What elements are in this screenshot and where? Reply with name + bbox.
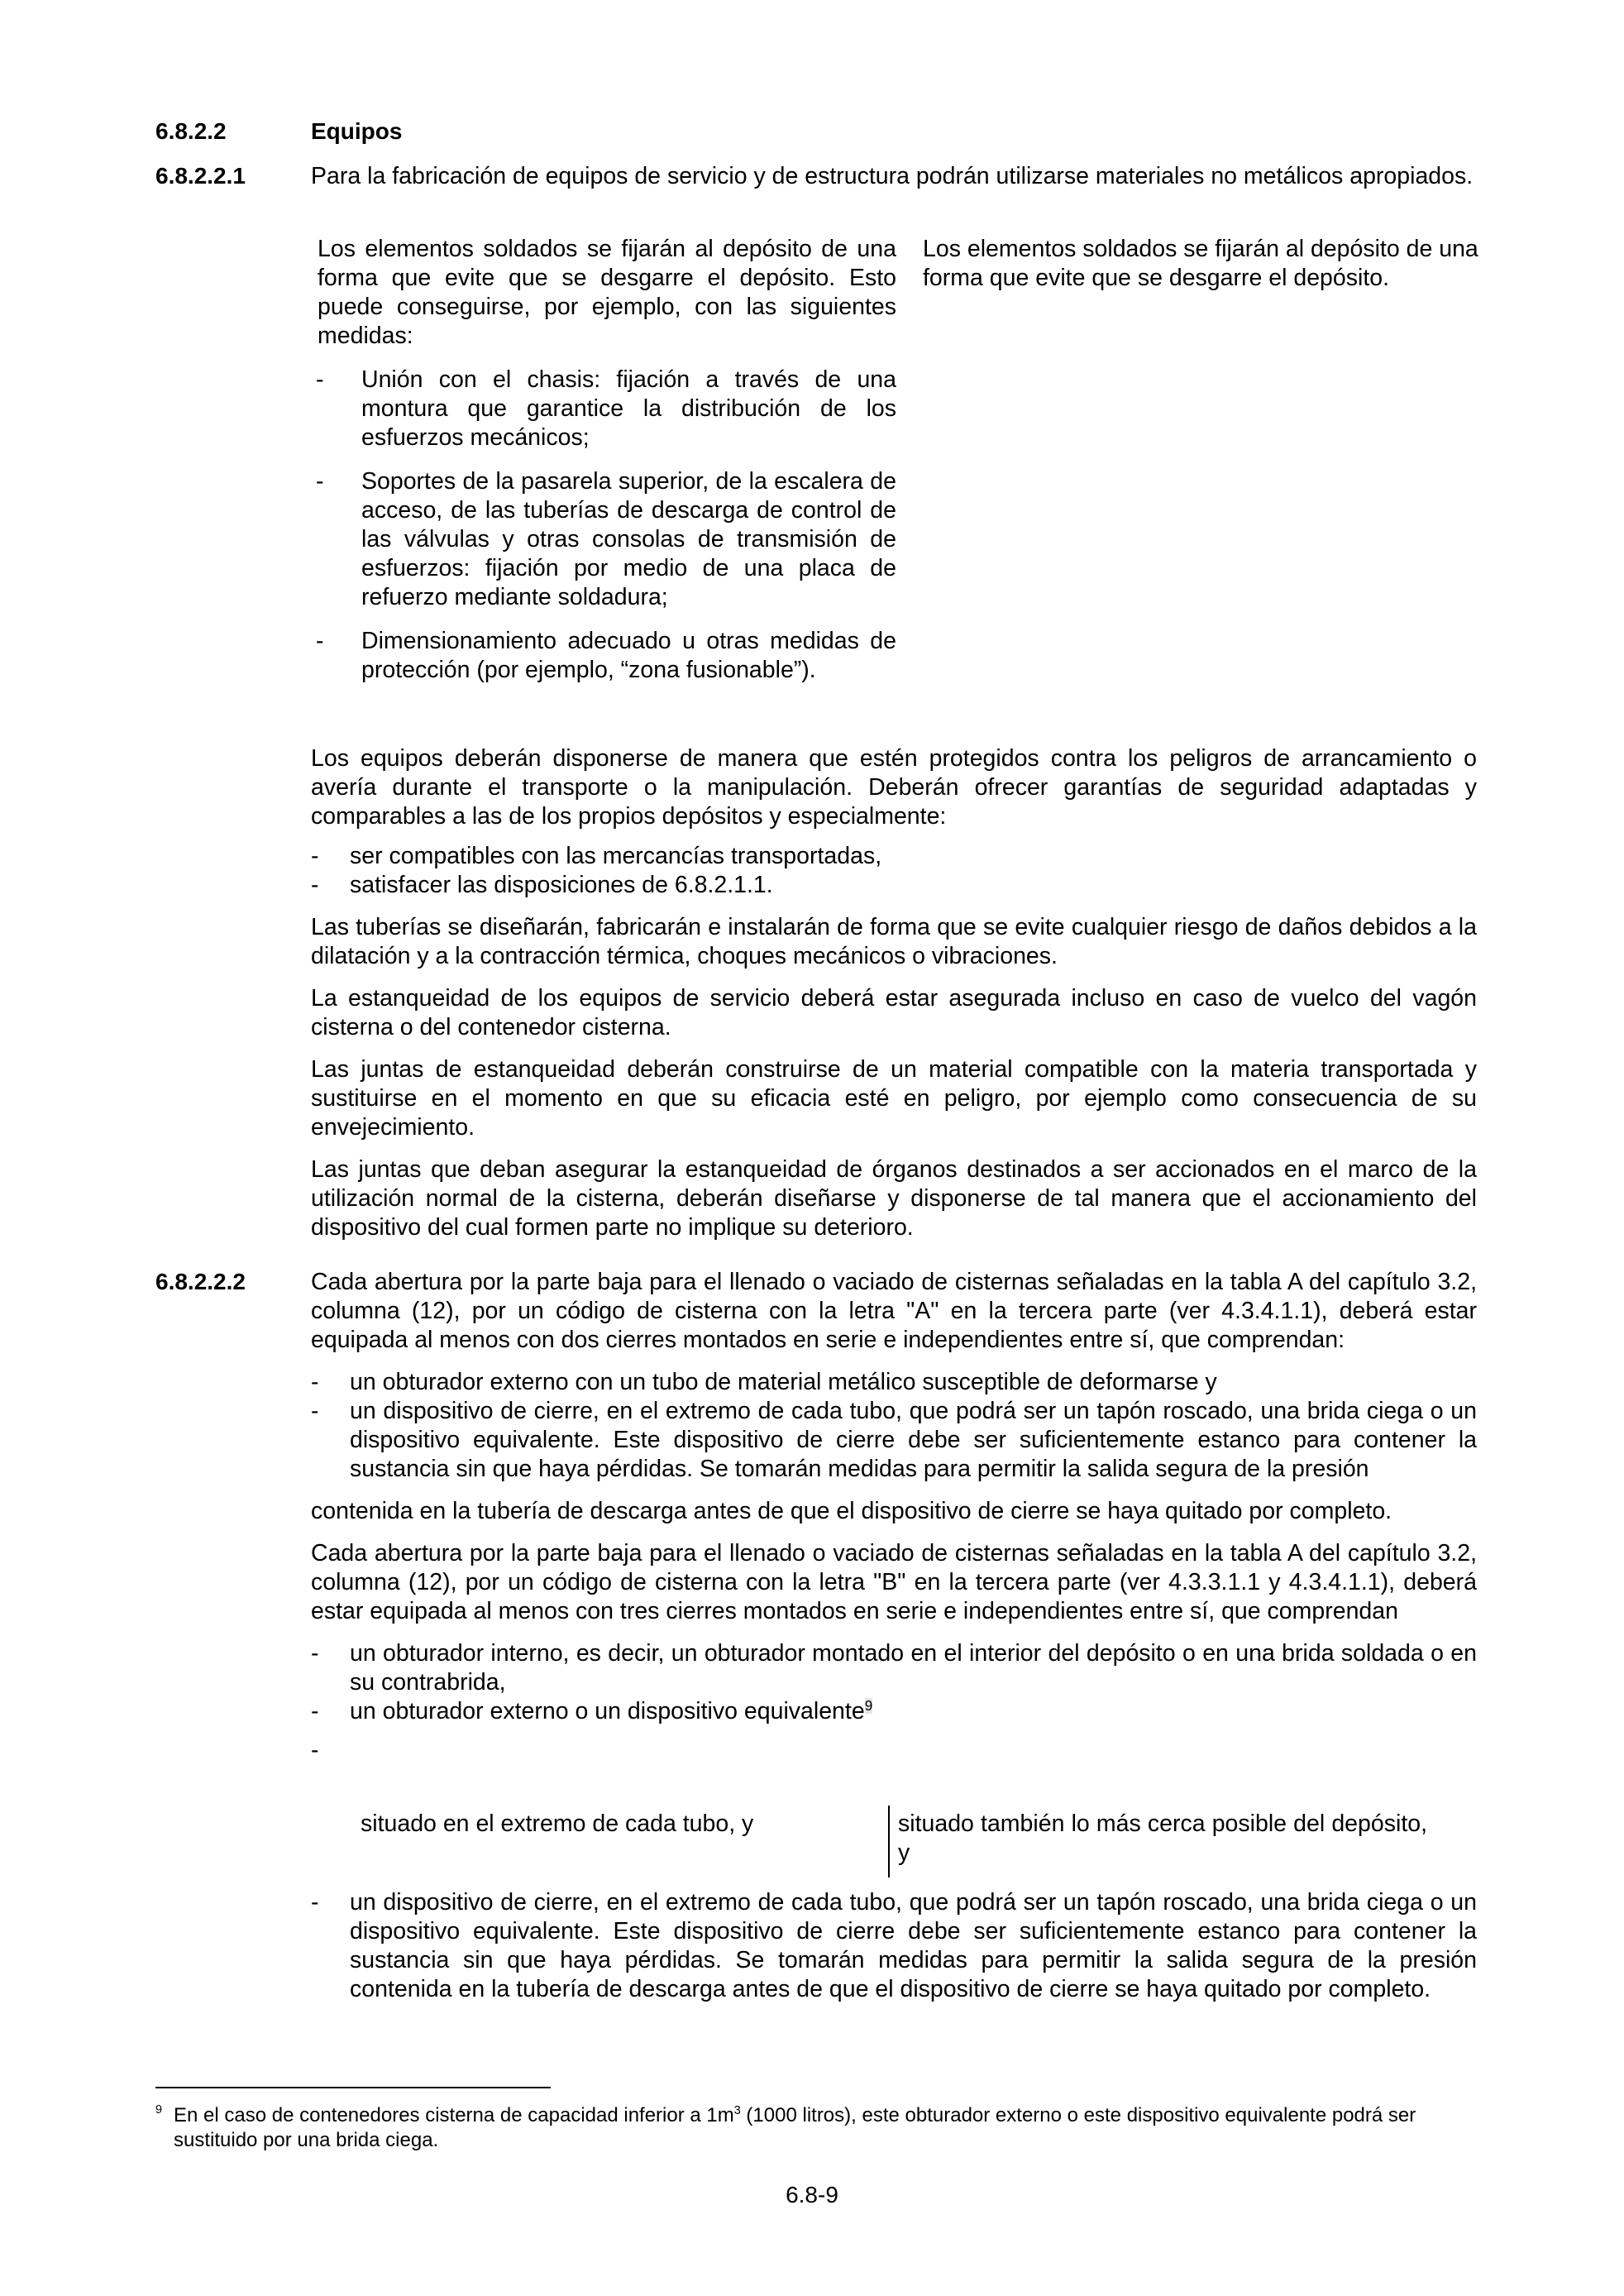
body-block-2	[311, 1268, 1477, 1765]
list-item: - un dispositivo de cierre, en el extremo de cada tubo, que podrá ser un tapón roscado, una brida ciega o un dispositivo equivalente. Este dispositivo de cierre debe ser suficientemente estanco para contener la sustancia sin que haya pérdidas. Se tomarán medidas para permitir la salida segura de la presión	[311, 1398, 1477, 1482]
list-item: - satisfacer las disposiciones de 6.8.2.1.1.	[311, 872, 773, 898]
paragraph: Las juntas de estanqueidad deberán construirse de un material compatible con la materia transportada y sustituirse en el momento en que su eficacia esté en peligro, por ejemplo como consecuencia de su envejecimiento.	[311, 1056, 1477, 1141]
bullet-list	[311, 1368, 1477, 1484]
list-item: - Dimensionamiento adecuado u otras medidas de protección (por ejemplo, “zona fusionable”).	[316, 628, 896, 683]
subsection-number-2: 6.8.2.2.2	[155, 1269, 246, 1294]
bullet-list	[311, 842, 1477, 900]
subsection-intro-1: Para la fabricación de equipos de servicio y de estructura podrán utilizarse materiales no metálicos apropiados.	[311, 163, 1474, 189]
list-item: - un dispositivo de cierre, en el extremo de cada tubo, que podrá ser un tapón roscado, una brida ciega o un dispositivo equivalente. Este dispositivo de cierre debe ser suficientemente estanco para contener la sustancia sin que haya pérdidas. Se tomarán medidas para permitir la salida segura de la presión contenida en la tubería de descarga antes de que el dispositivo de cierre se haya quitado por completo.	[311, 1889, 1477, 2002]
list-item: - un obturador interno, es decir, un obturador montado en el interior del depósito o en una brida soldada o en su contrabrida,	[311, 1640, 1477, 1696]
list-item: - Unión con el chasis: fijación a través de una montura que garantice la distribución de los esfuerzos mecánicos;	[316, 366, 896, 451]
page-number: 6.8-9	[786, 2182, 838, 2208]
split-left-text: situado en el extremo de cada tubo, y	[361, 1810, 754, 1837]
subsection-number-1: 6.8.2.2.1	[155, 163, 246, 189]
body-block-1	[311, 744, 1477, 1242]
paragraph: Los equipos deberán disponerse de manera que estén protegidos contra los peligros de arrancamiento o avería durante el transporte o la manipulación. Deberán ofrecer garantías de seguridad adaptadas y comparables a las de los propios depósitos y especialmente:	[311, 745, 1477, 830]
footnote: 9 En el caso de contenedores cisterna de capacidad inferior a $1m^3$ (1000 litros), este obturador externo o este dispositivo equivalente podrá ser sustituido por una brida ciega.	[155, 2103, 1478, 2153]
bullet-list	[311, 1639, 1477, 1726]
paragraph: Cada abertura por la parte baja para el llenado o vaciado de cisternas señaladas en la tabla A del capítulo 3.2, columna (12), por un código de cisterna con la letra "A" en la tercera parte (ver 4.3.4.1.1), deberá estar equipada al menos con dos cierres montados en serie e independientes entre sí, que comprendan:	[311, 1269, 1477, 1353]
paragraph: Las juntas que deban asegurar la estanqueidad de órganos destinados a ser accionados en el marco de la utilización normal de la cisterna, deberán diseñarse y disponerse de tal manera que el accionamiento del dispositivo del cual formen parte no implique su deterioro.	[311, 1156, 1477, 1241]
right-column-text: Los elementos soldados se fijarán al depósito de una forma que evite que se desgarre el depósito.	[923, 236, 1478, 291]
paragraph: Cada abertura por la parte baja para el llenado o vaciado de cisternas señaladas en la tabla A del capítulo 3.2, columna (12), por un código de cisterna con la letra "B" en la tercera parte (ver 4.3.3.1.1 y 4.3.4.1.1), deberá estar equipada al menos con tres cierres montados en serie e independientes entre sí, que comprendan	[311, 1540, 1477, 1624]
list-item: - Soportes de la pasarela superior, de la escalera de acceso, de las tuberías de descarga de control de las válvulas y otras consolas de transmisión de esfuerzos: fijación por medio de una placa de refuerzo mediante soldadura;	[316, 468, 896, 610]
left-column-text: Los elementos soldados se fijarán al depósito de una forma que evite que se desgarre el depósito. Esto puede conseguirse, por ejemplo, con las siguientes medidas:	[318, 236, 896, 349]
body-block-3	[311, 1888, 1477, 2004]
list-item-split: -	[311, 1737, 319, 1763]
list-item: - un obturador externo o un dispositivo equivalente$^9$	[311, 1697, 873, 1724]
footnote-separator	[155, 2087, 551, 2088]
list-item: - un obturador externo con un tubo de material metálico susceptible de deformarse y	[311, 1369, 1217, 1395]
paragraph: contenida en la tubería de descarga antes de que el dispositivo de cierre se haya quitado por completo.	[311, 1498, 1392, 1524]
section-title: Equipos	[311, 118, 403, 144]
left-column	[318, 235, 896, 685]
section-number: 6.8.2.2	[155, 118, 227, 144]
paragraph: Las tuberías se diseñarán, fabricarán e instalarán de forma que se evite cualquier riesgo de daños debidos a la dilatación y a la contracción térmica, choques mecánicos o vibraciones.	[311, 914, 1477, 969]
split-right-text: situado también lo más cerca posible del depósito, y	[898, 1810, 1427, 1866]
paragraph: La estanqueidad de los equipos de servicio deberá estar asegurada incluso en caso de vuelco del vagón cisterna o del contenedor cisterna.	[311, 985, 1477, 1040]
footnote-text: En el caso de contenedores cisterna de capacidad inferior a $1m^3$ (1000 litros), este obturador externo o este dispositivo equivalente podrá ser sustituido por una brida ciega.	[174, 2104, 1416, 2151]
footnote-reference[interactable]: 9	[864, 1697, 873, 1714]
column-divider	[888, 1806, 890, 1877]
list-item: - ser compatibles con las mercancías transportadas,	[311, 843, 882, 869]
